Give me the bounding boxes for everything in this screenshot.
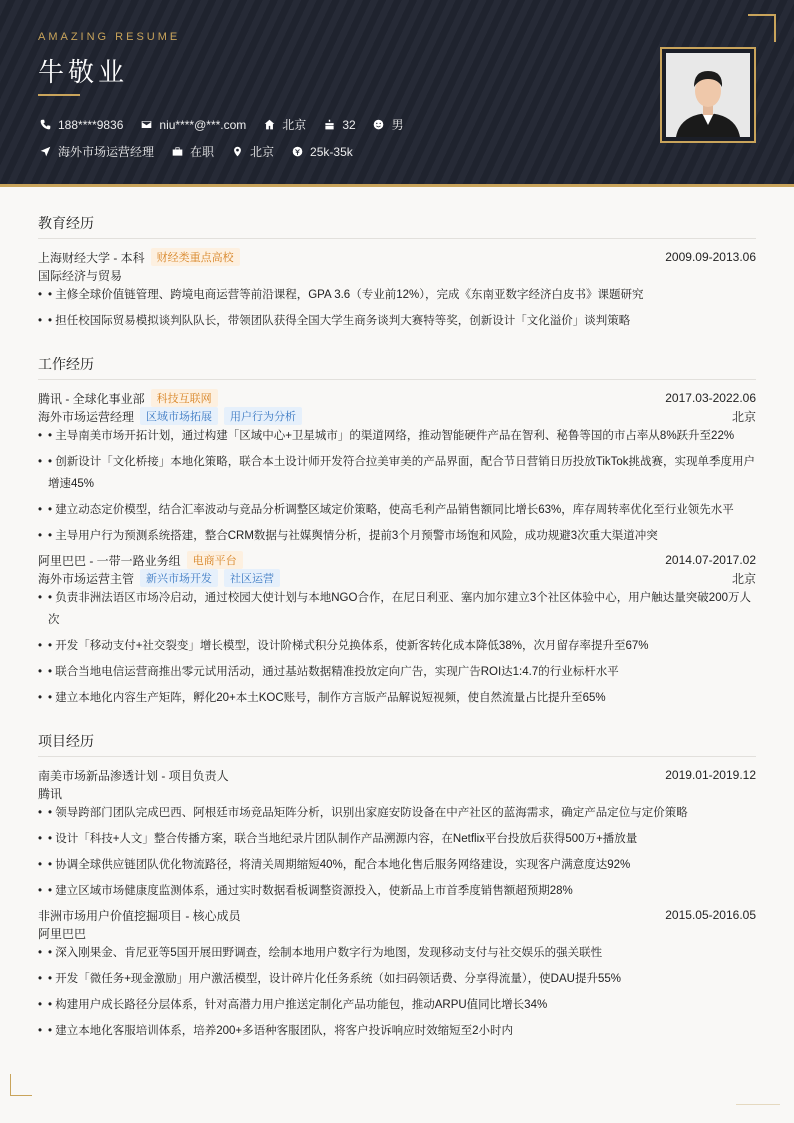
- profile-photo-frame: [660, 47, 756, 143]
- job-location: 北京: [731, 571, 756, 586]
- company-tag: 电商平台: [187, 551, 243, 569]
- project-entry: [38, 766, 756, 902]
- education-entry: [38, 248, 756, 332]
- project-org: 阿里巴巴: [38, 926, 87, 941]
- bullet-item: • • 构建用户成长路径分层体系，针对高潜力用户推送定制化产品功能包，推动ARPU值同比增长34%: [38, 994, 756, 1016]
- job-intent-row: [38, 143, 369, 160]
- role-tag: 新兴市场开发: [140, 569, 218, 587]
- bullet-item: • • 建立区域市场健康度监测体系，通过实时数据看板调整资源投入，使新品上市首季度销售额超预期28%: [38, 880, 756, 902]
- age-text: 32: [342, 117, 356, 132]
- project-org: 腾讯: [38, 786, 63, 801]
- phone-text: 188****9836: [58, 117, 124, 132]
- location-pin-icon: [230, 145, 244, 159]
- role-tag: 区域市场拓展: [140, 407, 218, 425]
- company-name: 阿里巴巴 - 一带一路业务组: [38, 553, 181, 568]
- hometown-item: [262, 116, 306, 133]
- work-section: [38, 354, 756, 709]
- gender-item: [372, 116, 404, 133]
- school-tag: 财经类重点高校: [151, 248, 240, 266]
- work-bullets: [38, 425, 756, 547]
- project-name: 南美市场新品渗透计划 - 项目负责人: [38, 768, 229, 783]
- profile-photo: [666, 53, 750, 137]
- gender-text: 男: [391, 118, 404, 132]
- phone-item: [38, 118, 123, 132]
- major-name: 国际经济与贸易: [38, 268, 123, 283]
- work-date: 2014.07-2017.02: [665, 553, 756, 567]
- bullet-item: • • 建立本地化内容生产矩阵，孵化20+本土KOC账号，制作方言版产品解说短视频，使自然流量占比提升至65%: [38, 687, 756, 709]
- project-date: 2019.01-2019.12: [665, 768, 756, 782]
- home-icon: [262, 118, 276, 132]
- footer-line: [736, 1104, 780, 1105]
- salary-text: 25k-35k: [310, 144, 353, 159]
- resume-header: [0, 0, 794, 184]
- email-item: [139, 118, 246, 132]
- status-item: [170, 143, 214, 160]
- bullet-item: • • 创新设计「文化桥接」本地化策略，联合本土设计师开发符合拉美审美的产品界面，配合节日营销日历投放TikTok挑战赛，实现单季度用户增速45%: [38, 451, 756, 495]
- city-text: 北京: [250, 145, 275, 159]
- bullet-item: • • 主修全球价值链管理、跨境电商运营等前沿课程，GPA 3.6（专业前12%），完成《东南亚数字经济白皮书》课题研究: [38, 284, 756, 306]
- project-date: 2015.05-2016.05: [665, 908, 756, 922]
- corner-decoration: [748, 14, 776, 42]
- role-tag: 社区运营: [224, 569, 280, 587]
- status-text: 在职: [190, 145, 215, 159]
- work-entry: [38, 551, 756, 709]
- resume-eyebrow: AMAZING RESUME: [38, 31, 181, 43]
- job-location: 北京: [731, 409, 756, 424]
- position-item: [38, 143, 154, 160]
- smile-icon: [372, 118, 386, 132]
- phone-icon: [38, 118, 52, 132]
- job-role: 海外市场运营经理: [38, 409, 135, 424]
- hometown-text: 北京: [282, 118, 307, 132]
- bullet-item: • • 负责非洲法语区市场冷启动，通过校园大使计划与本地NGO合作，在尼日利亚、塞内加尔建立3个社区体验中心，用户触达量突破200万人次: [38, 587, 756, 631]
- age-item: [322, 118, 355, 132]
- work-entry: [38, 389, 756, 547]
- email-text: niu****@***.com: [159, 117, 247, 132]
- candidate-name: 牛敬业: [38, 58, 129, 88]
- role-tag: 用户行为分析: [224, 407, 302, 425]
- salary-item: [290, 145, 353, 159]
- education-bullets: [38, 284, 756, 332]
- bullet-item: • • 建立动态定价模型，结合汇率波动与竞品分析调整区域定价策略，使高毛利产品销售额同比增长63%，库存周转率优化至行业领先水平: [38, 499, 756, 521]
- project-entry: [38, 906, 756, 1042]
- resume-body: [38, 205, 756, 1046]
- bullet-item: • • 主导用户行为预测系统搭建，整合CRM数据与社媒舆情分析，提前3个月预警市场饱和风险，成功规避3次重大渠道冲突: [38, 525, 756, 547]
- bullet-item: • • 建立本地化客服培训体系，培养200+多语种客服团队，将客户投诉响应时效缩短至2小时内: [38, 1020, 756, 1042]
- position-text: 海外市场运营经理: [58, 145, 155, 159]
- project-bullets: [38, 942, 756, 1042]
- project-section: [38, 731, 756, 1042]
- project-bullets: [38, 802, 756, 902]
- send-icon: [38, 145, 52, 159]
- bullet-item: • • 联合当地电信运营商推出零元试用活动，通过基站数据精准投放定向广告，实现广告ROI达1:4.7的行业标杆水平: [38, 661, 756, 683]
- education-date: 2009.09-2013.06: [665, 250, 756, 264]
- cake-icon: [322, 118, 336, 132]
- corner-decoration: [10, 1074, 32, 1096]
- project-name: 非洲市场用户价值挖掘项目 - 核心成员: [38, 908, 241, 923]
- bullet-item: • • 设计「科技+人文」整合传播方案，联合当地纪录片团队制作产品溯源内容，在Netflix平台投放后获得500万+播放量: [38, 828, 756, 850]
- header-gold-bar: [0, 184, 794, 187]
- school-name: 上海财经大学 - 本科: [38, 250, 145, 265]
- work-date: 2017.03-2022.06: [665, 391, 756, 405]
- company-tag: 科技互联网: [151, 389, 218, 407]
- bullet-item: • • 协调全球供应链团队优化物流路径，将清关周期缩短40%，配合本地化售后服务网络建设，实现客户满意度达92%: [38, 854, 756, 876]
- education-section: [38, 213, 756, 332]
- bullet-item: • • 深入刚果金、肯尼亚等5国开展田野调查，绘制本地用户数字行为地图，发现移动支付与社交娱乐的强关联性: [38, 942, 756, 964]
- job-role: 海外市场运营主管: [38, 571, 135, 586]
- bullet-item: • • 领导跨部门团队完成巴西、阿根廷市场竞品矩阵分析，识别出家庭安防设备在中产社区的蓝海需求，确定产品定位与定价策略: [38, 802, 756, 824]
- bullet-item: • • 开发「微任务+现金激励」用户激活模型，设计碎片化任务系统（如扫码领话费、分享得流量），使DAU提升55%: [38, 968, 756, 990]
- company-name: 腾讯 - 全球化事业部: [38, 391, 145, 406]
- mail-icon: [139, 118, 153, 132]
- education-title: 教育经历: [38, 213, 756, 239]
- work-title: 工作经历: [38, 354, 756, 380]
- briefcase-icon: [170, 145, 184, 159]
- bullet-item: • • 担任校国际贸易模拟谈判队队长，带领团队获得全国大学生商务谈判大赛特等奖，创新设计「文化溢价」谈判策略: [38, 310, 756, 332]
- city-item: [230, 143, 274, 160]
- work-bullets: [38, 587, 756, 709]
- contact-row: [38, 116, 420, 133]
- money-icon: [290, 145, 304, 159]
- name-underline: [38, 94, 80, 96]
- project-title: 项目经历: [38, 731, 756, 757]
- bullet-item: • • 主导南美市场开拓计划，通过构建「区域中心+卫星城市」的渠道网络，推动智能硬件产品在智利、秘鲁等国的市占率从8%跃升至22%: [38, 425, 756, 447]
- bullet-item: • • 开发「移动支付+社交裂变」增长模型，设计阶梯式积分兑换体系，使新客转化成本降低38%，次月留存率提升至67%: [38, 635, 756, 657]
